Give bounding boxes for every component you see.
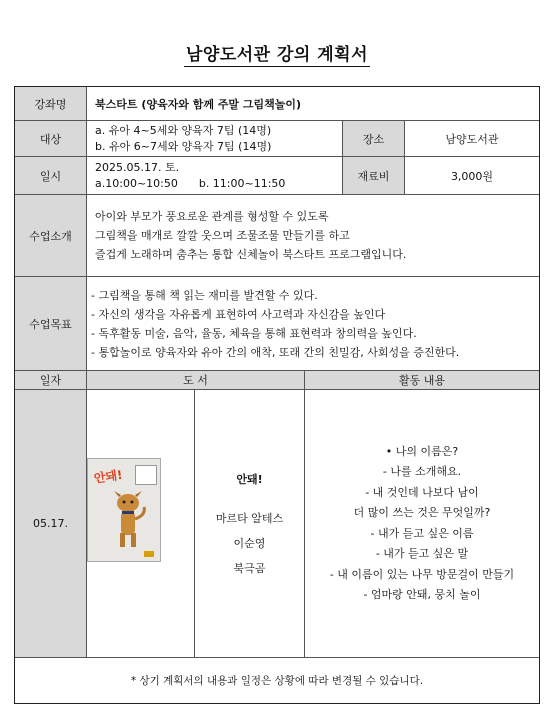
plan-table (14, 86, 540, 704)
intro-label: 수업소개 (15, 195, 87, 277)
activity-item: 더 많이 쓰는 것은 무엇일까? (353, 506, 491, 519)
target-line: a. 유아 4~5세와 양육자 7팀 (14명) (95, 123, 272, 137)
footnote: * 상기 계획서의 내용과 일정은 상황에 따라 변경될 수 있습니다. (130, 675, 424, 687)
fee-label: 재료비 (343, 157, 405, 195)
dog-illustration (106, 489, 150, 549)
header-book: 도 서 (87, 371, 305, 390)
schedule-times: a.10:00~10:50 b. 11:00~11:50 (95, 176, 286, 190)
activity-item: - 내 것인데 나보다 남이 (365, 485, 479, 499)
goal-line: - 통합놀이로 양육자와 유아 간의 애착, 또래 간의 친밀감, 사회성을 증진한다. (91, 345, 460, 359)
page-title: 남양도서관 강의 계획서 (185, 45, 369, 65)
cover-title: 안돼! (93, 467, 124, 486)
target-value (87, 121, 343, 157)
activity-item: - 내가 듣고 싶은 말 (375, 547, 469, 560)
book-translator: 이순영 (233, 536, 266, 550)
book-title: 안돼! (236, 472, 263, 486)
book-author: 마르타 알테스 (215, 511, 284, 525)
intro-line: 그림책을 매개로 깔깔 웃으며 조물조물 만들기를 하고 (95, 229, 350, 242)
publisher-logo (144, 551, 154, 557)
course-value: 북스타트 (양육자와 함께 주말 그림책놀이) (87, 87, 539, 121)
schedule-label: 일시 (15, 157, 87, 195)
intro-line: 즐겁게 노래하며 춤추는 통합 신체놀이 북스타트 프로그램입니다. (95, 248, 407, 261)
activity-item: - 내가 듣고 싶은 이름 (370, 526, 474, 540)
cover-sticker (135, 465, 157, 485)
activity-item: - 나를 소개해요. (382, 465, 462, 478)
book-publisher: 북극곰 (233, 561, 266, 575)
place-label: 장소 (343, 121, 405, 157)
activity-item: - 엄마랑 안돼, 뭉치 놀이 (363, 588, 481, 601)
intro-text (87, 195, 539, 277)
schedule-value (87, 157, 343, 195)
goal-line: - 자신의 생각을 자유롭게 표현하여 사고력과 자신감을 높인다 (91, 307, 386, 321)
target-label: 대상 (15, 121, 87, 157)
goals-text (87, 277, 539, 371)
goal-line: - 독후활동 미술, 음악, 율동, 체육을 통해 표현력과 창의력을 높인다. (91, 326, 417, 340)
header-activity: 활동 내용 (305, 371, 539, 390)
place-value: 남양도서관 (405, 121, 539, 157)
row-date: 05.17. (15, 390, 87, 658)
schedule-date: 2025.05.17. 토. (95, 160, 180, 174)
activity-list (305, 390, 539, 658)
target-line: b. 유아 6~7세와 양육자 7팀 (14명) (95, 139, 272, 153)
activity-item: - 내 이름이 있는 나무 방문걸이 만들기 (329, 567, 515, 581)
activity-item: • 나의 이름은? (385, 444, 459, 458)
header-date: 일자 (15, 371, 87, 390)
goal-line: - 그림책을 통해 책 읽는 재미를 발견할 수 있다. (91, 288, 318, 302)
fee-value: 3,000원 (405, 157, 539, 195)
course-label: 강좌명 (15, 87, 87, 121)
goals-label: 수업목표 (15, 277, 87, 371)
intro-line: 아이와 부모가 풍요로운 관계를 형성할 수 있도록 (95, 210, 329, 223)
book-cover-image (87, 458, 161, 562)
book-info (195, 390, 305, 658)
